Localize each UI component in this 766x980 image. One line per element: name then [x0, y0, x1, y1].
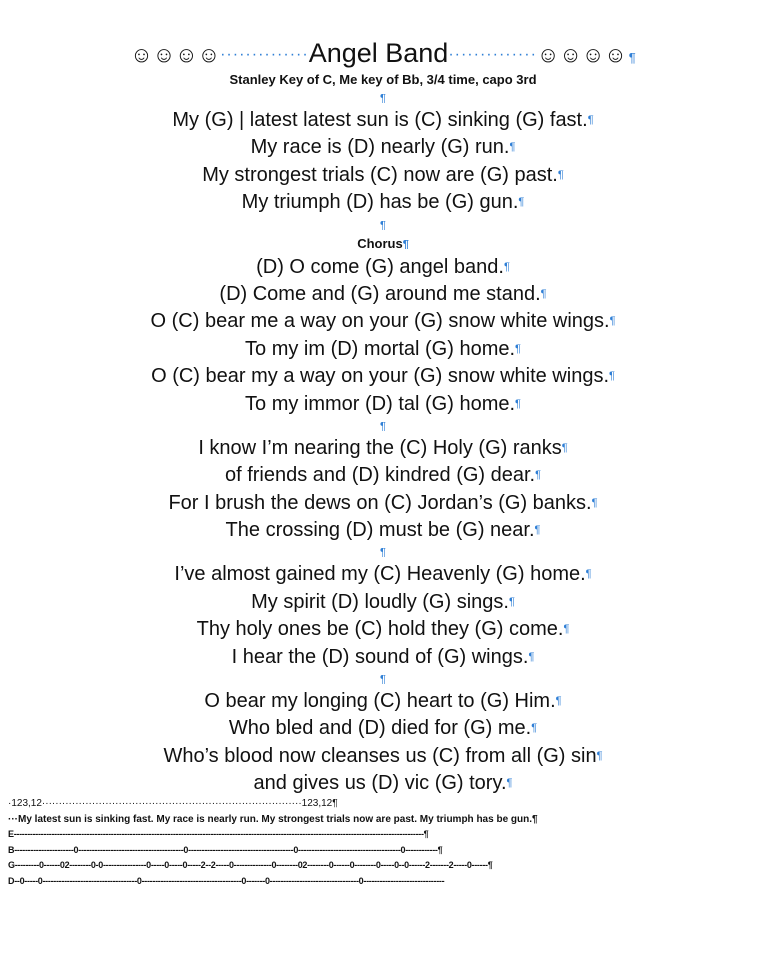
lyric-line[interactable]	[0, 134, 766, 161]
pilcrow-icon: ¶	[508, 595, 515, 608]
lyric-text: O bear my longing (C) heart to (G) Him.	[204, 690, 556, 713]
pilcrow-icon: ¶	[515, 342, 521, 355]
pilcrow-icon: ¶	[540, 287, 547, 300]
lyric-line[interactable]	[0, 715, 766, 742]
pilcrow-icon: ¶	[561, 441, 568, 454]
pilcrow-icon: ¶	[557, 168, 564, 181]
tab-string-b[interactable]: B----------------------0---------------------------------------0---------------------------------------0--------------------------------------0------------¶	[8, 844, 443, 855]
lyric-text: The crossing (D) must be (G) near.	[225, 519, 535, 542]
pilcrow-icon: ¶	[528, 650, 535, 663]
pilcrow-icon: ¶	[596, 749, 603, 762]
pilcrow-icon: ¶	[587, 114, 594, 127]
pilcrow-icon: ¶	[515, 397, 521, 410]
lyric-text: (D) Come and (G) around me stand.	[219, 282, 541, 305]
empty-paragraph	[0, 217, 766, 234]
pilcrow-icon: ¶	[503, 260, 510, 273]
smiley-icons-left: ☺☺☺☺	[130, 41, 221, 67]
lyric-text: O (C) bear me a way on your (G) snow white wings.	[150, 310, 610, 333]
lyric-text: My (G) | latest latest sun is (C) sinking (G) fast.	[172, 109, 588, 131]
pilcrow-icon: ¶	[591, 496, 598, 509]
tab-string-d[interactable]: D--0-----0-----------------------------------0-------------------------------------0-------0---------------------------------0------------------------------	[8, 875, 445, 886]
lyric-text: I’ve almost gained my (C) Heavenly (G) home.	[174, 563, 586, 586]
empty-paragraph	[0, 418, 766, 435]
lyric-line[interactable]	[0, 490, 766, 517]
lyric-line[interactable]	[0, 589, 766, 616]
lyric-line[interactable]	[0, 743, 766, 770]
lyric-line[interactable]	[0, 162, 766, 189]
lyric-text: To my im (D) mortal (G) home.	[245, 337, 516, 360]
leader-dots-left: ··············	[220, 45, 309, 63]
lyric-line[interactable]	[0, 561, 766, 588]
lyric-line[interactable]	[0, 391, 766, 418]
lyric-text: Chorus	[357, 235, 403, 251]
lyric-text: My strongest trials (C) now are (G) past.	[202, 163, 558, 186]
pilcrow-icon: ¶	[609, 315, 616, 328]
lyric-line[interactable]	[0, 616, 766, 643]
pilcrow-icon: ¶	[380, 673, 386, 686]
lyric-text: (D) O come (G) angel band.	[256, 255, 504, 278]
tablature-block	[8, 796, 758, 889]
leader-dots-right: ··············	[448, 45, 537, 63]
pilcrow-icon: ¶	[535, 469, 542, 482]
lyric-line[interactable]	[0, 107, 766, 134]
pilcrow-icon: ¶	[518, 196, 525, 209]
title-row	[0, 36, 766, 75]
lyric-text: O (C) bear my a way on your (G) snow white wings.	[151, 365, 609, 388]
tab-string-e[interactable]: E--------------------------------------------------------------------------------------------------------------------------------------------------------¶	[8, 829, 429, 839]
lyric-line[interactable]	[0, 517, 766, 544]
lyric-text: My triumph (D) has be (G) gun.	[241, 191, 519, 214]
lyric-line[interactable]	[0, 435, 766, 462]
empty-paragraph	[0, 544, 766, 561]
lyric-line[interactable]	[0, 363, 766, 390]
chorus-heading[interactable]	[0, 234, 766, 254]
lyric-text: of friends and (D) kindred (G) dear.	[224, 464, 536, 487]
pilcrow-icon: ¶	[380, 546, 386, 559]
pilcrow-icon: ¶	[609, 370, 615, 383]
pilcrow-icon: ¶	[380, 420, 386, 433]
smiley-icons-right: ☺☺☺☺	[536, 41, 627, 67]
lyric-text: For I brush the dews on (C) Jordan’s (G) banks.	[168, 491, 592, 514]
lyric-text: My spirit (D) loudly (G) sings.	[251, 590, 509, 613]
lyric-line[interactable]	[0, 644, 766, 671]
lyric-text: Thy holy ones be (C) hold they (G) come.	[196, 618, 564, 641]
lyric-line[interactable]	[0, 308, 766, 335]
lyric-text: To my immor (D) tal (G) home.	[245, 392, 516, 415]
lyric-text: I know I’m nearing the (C) Holy (G) ranks	[198, 436, 562, 459]
song-title[interactable]: Angel Band	[308, 38, 449, 68]
lyric-text: I hear the (D) sound of (G) wings.	[231, 645, 529, 668]
lyric-line[interactable]	[0, 336, 766, 363]
lyric-line[interactable]	[0, 770, 766, 797]
pilcrow-icon: ¶	[555, 695, 562, 708]
tab-words-line[interactable]: ···My latest sun is sinking fast. My race is nearly run. My strongest trials now are past. My triumph has be gun.¶	[8, 813, 538, 825]
pilcrow-icon: ¶	[628, 50, 636, 65]
lyric-text: and gives us (D) vic (G) tory.	[253, 772, 507, 795]
empty-paragraph	[0, 90, 766, 107]
pilcrow-icon: ¶	[402, 238, 409, 251]
pilcrow-icon: ¶	[534, 524, 541, 537]
pilcrow-icon: ¶	[585, 568, 592, 581]
lyric-line[interactable]	[0, 281, 766, 308]
lyric-line[interactable]	[0, 189, 766, 216]
tab-string-g[interactable]: G---------0------02--------0-0----------------0-----0-----0-----2--2-----0--------------0--------02--------0------0--------0-----0--0------2-------2-----0------¶	[8, 860, 493, 870]
pilcrow-icon: ¶	[563, 623, 570, 636]
lyric-text: My race is (D) nearly (G) run.	[250, 136, 510, 159]
song-subtitle[interactable]: Stanley Key of C, Me key of Bb, 3/4 time, capo 3rd	[229, 72, 537, 87]
pilcrow-icon: ¶	[380, 218, 386, 231]
lyric-text: Who’s blood now cleanses us (C) from all (G) sin	[163, 744, 597, 767]
tab-count-line[interactable]: ·123,12··············································································123,12¶	[8, 798, 338, 809]
lyric-line[interactable]	[0, 688, 766, 715]
lyric-line[interactable]	[0, 462, 766, 489]
lyrics-block	[0, 90, 766, 798]
pilcrow-icon: ¶	[531, 722, 538, 735]
pilcrow-icon: ¶	[506, 777, 513, 790]
lyric-text: Who bled and (D) died for (G) me.	[228, 717, 532, 740]
empty-paragraph	[0, 671, 766, 688]
pilcrow-icon: ¶	[380, 92, 386, 105]
pilcrow-icon: ¶	[509, 141, 516, 154]
lyric-line[interactable]	[0, 254, 766, 281]
